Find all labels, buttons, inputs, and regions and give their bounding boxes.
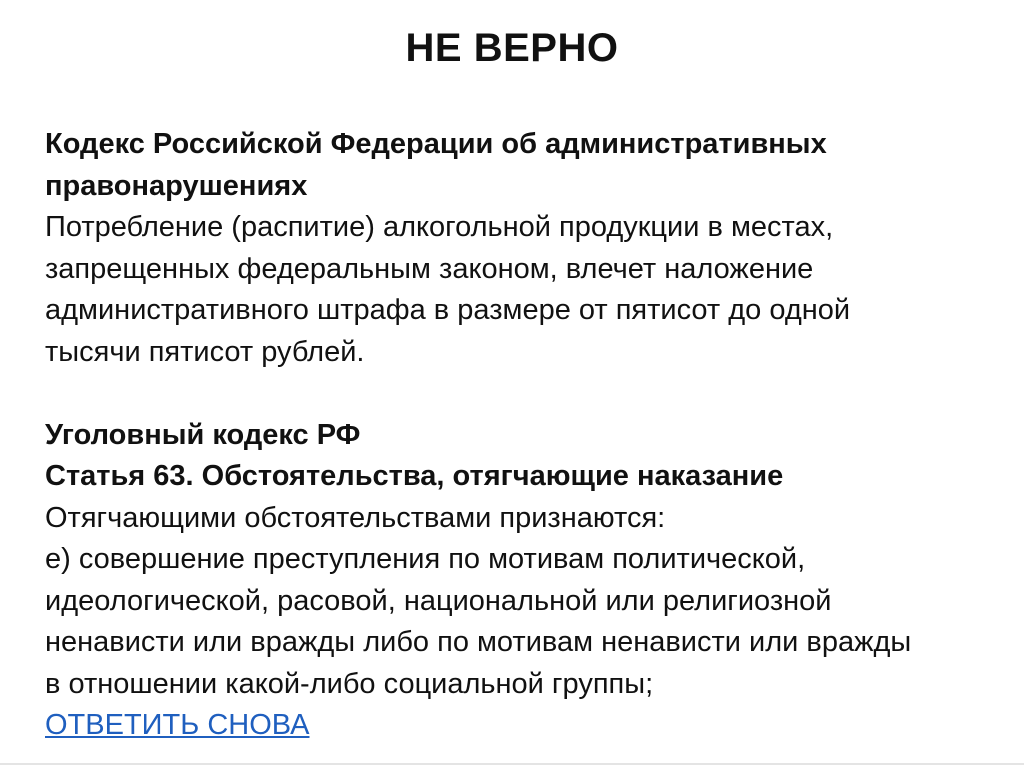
koap-text-line-3: административного штрафа в размере от пятисот до одной — [45, 294, 851, 326]
koap-heading-line-1: Кодекс Российской Федерации об административных — [45, 128, 827, 160]
section-spacer — [45, 373, 1005, 415]
koap-text-line-2: запрещенных федеральным законом, влечет наложение — [45, 252, 814, 285]
uk-heading-line-1: Уголовный кодекс РФ — [45, 418, 361, 451]
uk-text-line-4: ненависти или вражды либо по мотивам ненависти или вражды — [45, 626, 912, 658]
uk-heading-line-2: Статья 63. Обстоятельства, отягчающие наказание — [45, 460, 784, 492]
answer-again-link[interactable]: ОТВЕТИТЬ СНОВА — [45, 709, 310, 741]
slide-bottom-edge — [0, 763, 1024, 765]
slide-content — [45, 124, 1005, 747]
uk-section — [45, 415, 1005, 706]
uk-text-line-2: е) совершение преступления по мотивам политической, — [45, 543, 806, 575]
slide-title: НЕ ВЕРНО — [405, 26, 619, 70]
koap-section — [45, 124, 1005, 373]
koap-heading-line-2: правонарушениях — [45, 169, 308, 202]
uk-text-line-1: Отягчающими обстоятельствами признаются: — [45, 501, 666, 534]
uk-text-line-5: в отношении какой-либо социальной группы; — [45, 667, 654, 700]
koap-text-line-4: тысячи пятисот рублей. — [45, 335, 365, 368]
koap-text-line-1: Потребление (распитие) алкогольной продукции в местах, — [45, 211, 834, 243]
uk-text-line-3: идеологической, расовой, национальной или религиозной — [45, 584, 832, 617]
